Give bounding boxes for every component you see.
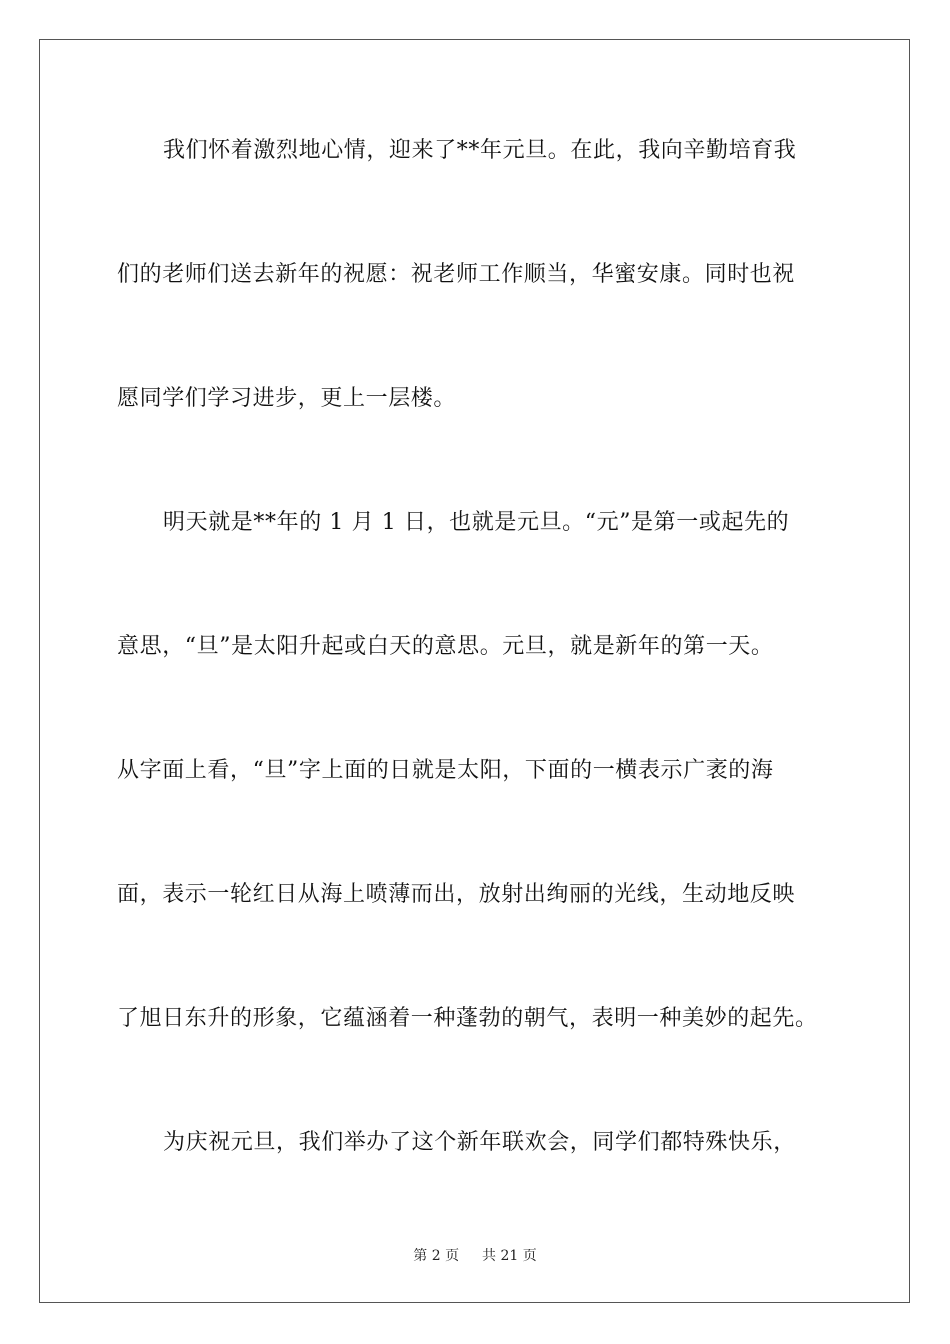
page-total: 共 21 页: [482, 1248, 537, 1264]
paragraph-1-line-2: 们的老师们送去新年的祝愿：祝老师工作顺当，华蜜安康。同时也祝: [117, 262, 796, 287]
paragraph-1-line-1: 我们怀着激烈地心情，迎来了**年元旦。在此，我向辛勤培育我: [163, 138, 797, 163]
paragraph-2-line-3: 从字面上看，“旦”字上面的日就是太阳，下面的一横表示广袤的海: [117, 758, 774, 783]
page-number: 第 2 页: [413, 1248, 460, 1264]
paragraph-2-line-4: 面，表示一轮红日从海上喷薄而出，放射出绚丽的光线，生动地反映: [117, 882, 796, 907]
page-border: [39, 39, 910, 1303]
page-footer: [0, 1245, 950, 1265]
paragraph-1-line-3: 愿同学们学习进步，更上一层楼。: [117, 386, 457, 411]
paragraph-2-line-2: 意思，“旦”是太阳升起或白天的意思。元旦，就是新年的第一天。: [117, 634, 774, 659]
paragraph-2-line-5: 了旭日东升的形象，它蕴涵着一种蓬勃的朝气，表明一种美妙的起先。: [117, 1006, 818, 1031]
paragraph-2-line-1: 明天就是**年的 1 月 1 日，也就是元旦。“元”是第一或起先的: [163, 510, 790, 535]
paragraph-3-line-1: 为庆祝元旦，我们举办了这个新年联欢会，同学们都特殊快乐，: [163, 1130, 796, 1155]
